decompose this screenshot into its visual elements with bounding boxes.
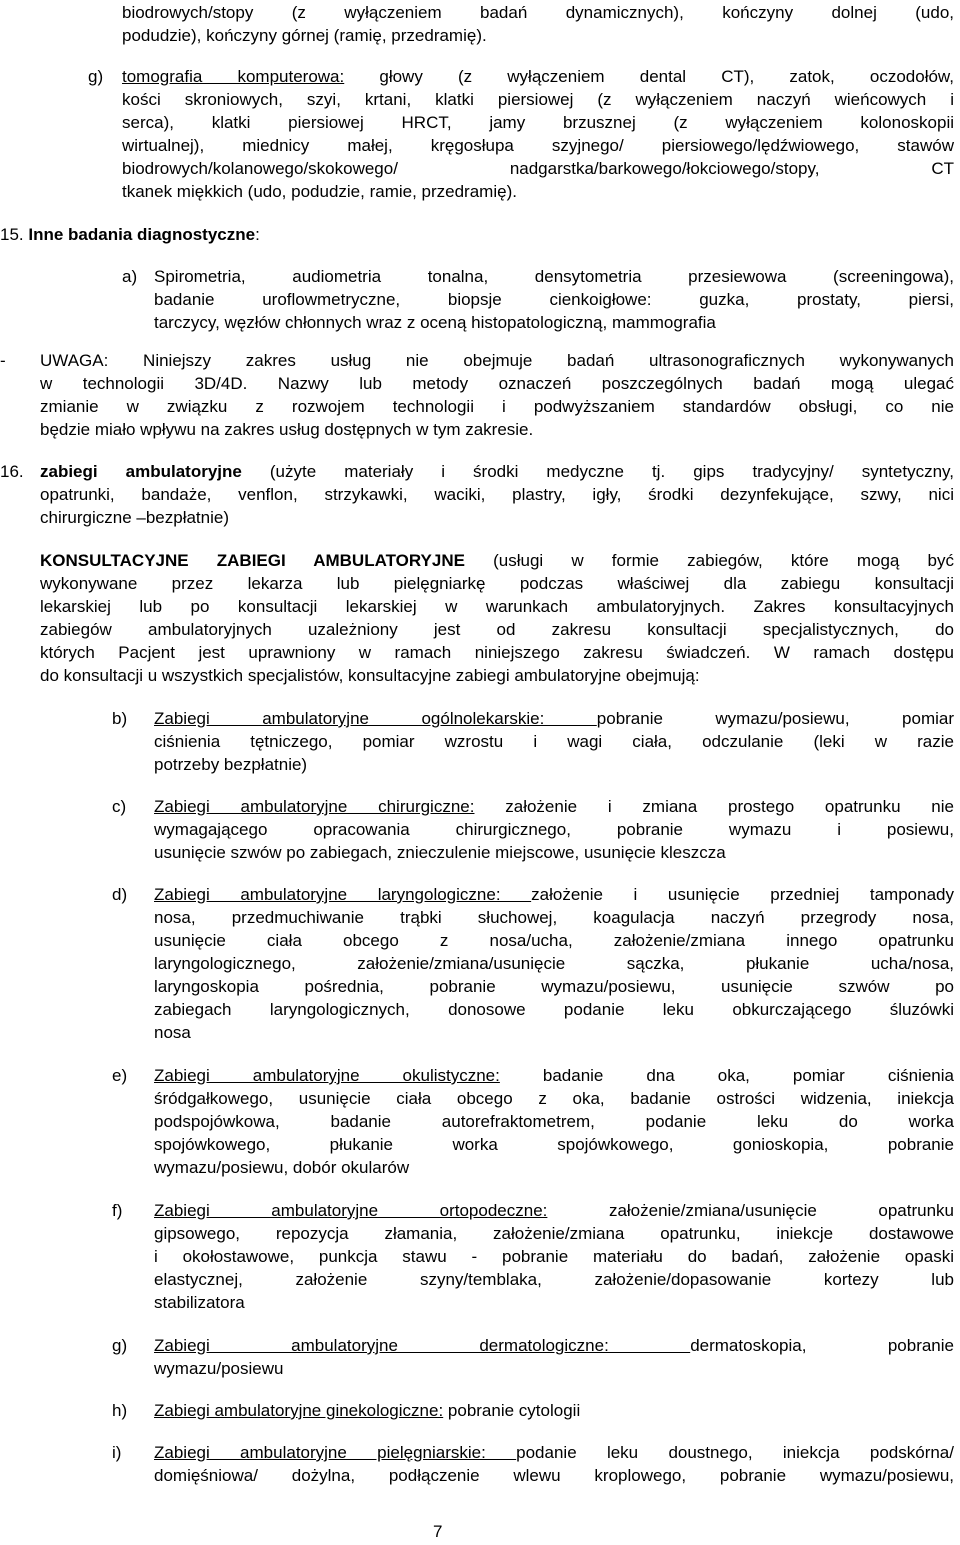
text-segment: biodrowych/stopy (z wyłączeniem badań dynamicznych), kończyny dolnej (udo, bbox=[122, 3, 954, 22]
text-segment: kości skroniowych, szyi, krtani, klatki piersiowej (z wyłączeniem naczyń wieńcowych i bbox=[122, 90, 954, 109]
text-line bbox=[112, 884, 127, 906]
text-segment: d) bbox=[112, 885, 128, 904]
text-line bbox=[40, 550, 954, 572]
bold-text: Inne badania diagnostyczne bbox=[28, 225, 256, 244]
text-line bbox=[40, 573, 954, 595]
text-segment: 16. bbox=[0, 462, 24, 481]
text-segment: badanie dna oka, pomiar ciśnienia bbox=[499, 1066, 954, 1085]
underlined-heading: Zabiegi ambulatoryjne okulistyczne: bbox=[154, 1066, 500, 1085]
text-line bbox=[154, 1088, 954, 1110]
text-segment: laryngologicznego, założenie/zmiana/usunięcie sączka, płukanie ucha/nosa, bbox=[154, 954, 954, 973]
text-line bbox=[154, 1065, 954, 1087]
text-line bbox=[122, 25, 487, 47]
text-segment: serca), klatki piersiowej HRCT, jamy brzusznej (z wyłączeniem kolonoskopii bbox=[122, 113, 954, 132]
text-line bbox=[122, 66, 954, 88]
text-segment: (usługi w formie zabiegów, które mogą być bbox=[464, 551, 954, 570]
text-line bbox=[0, 461, 24, 483]
text-segment: chirurgiczne –bezpłatnie) bbox=[40, 508, 229, 527]
text-segment: podspojówkowa, badanie autorefraktometrem, podanie leku do worka bbox=[154, 1112, 954, 1131]
text-line bbox=[112, 1335, 127, 1357]
underlined-heading: Zabiegi ambulatoryjne ortopodeczne: bbox=[154, 1201, 548, 1220]
text-segment: wirtualnej), miednicy małej, kręgosłupa szyjnego/ piersiowego/lędźwiowego, stawów bbox=[122, 136, 954, 155]
text-segment: h) bbox=[112, 1401, 128, 1420]
text-segment: i) bbox=[112, 1443, 122, 1462]
text-segment: ciśnienia tętniczego, pomiar wzrostu i wagi ciała, odczulanie (leki w razie bbox=[154, 732, 954, 751]
text-segment: g) bbox=[88, 67, 104, 86]
text-segment: g) bbox=[112, 1336, 128, 1355]
text-segment: podanie leku doustnego, iniekcja podskórna/ bbox=[516, 1443, 954, 1462]
text-segment: założenie/zmiana/usunięcie opatrunku bbox=[547, 1201, 954, 1220]
page-number: 7 bbox=[433, 1522, 443, 1541]
text-line bbox=[154, 754, 307, 776]
text-line bbox=[40, 507, 229, 529]
text-segment: spojówkowego, płukanie worka spojówkowego, gonioskopia, pobranie bbox=[154, 1135, 954, 1154]
text-segment: śródgałkowego, usunięcie ciała obcego z oka, badanie ostrości widzenia, iniekcja bbox=[154, 1089, 954, 1108]
text-segment: - bbox=[0, 351, 6, 370]
text-segment: zabiegów ambulatoryjnych uzależniony jest od zakresu konsultacji specjalistycznych, do bbox=[40, 620, 954, 639]
text-segment: założenie i zmiana prostego opatrunku nie bbox=[474, 797, 954, 816]
text-line bbox=[154, 1292, 245, 1314]
text-line bbox=[154, 819, 954, 841]
text-line bbox=[40, 596, 954, 618]
text-line bbox=[40, 484, 954, 506]
text-line bbox=[154, 289, 954, 311]
text-line bbox=[112, 796, 126, 818]
text-segment: usunięcie szwów po zabiegach, znieczulenie miejscowe, usunięcie kleszcza bbox=[154, 843, 726, 862]
text-line bbox=[40, 350, 954, 372]
text-line bbox=[40, 619, 954, 641]
text-segment: badanie uroflowmetryczne, biopsje cienkoigłowe: guzka, prostaty, piersi, bbox=[154, 290, 954, 309]
text-segment: podudzie), kończyny górnej (ramię, przedramię). bbox=[122, 26, 487, 45]
text-line bbox=[40, 642, 954, 664]
text-line bbox=[40, 461, 954, 483]
text-segment: wymazu/posiewu, dobór okularów bbox=[154, 1158, 410, 1177]
text-segment: elastycznej, założenie szyny/temblaka, założenie/dopasowanie kortezy lub bbox=[154, 1270, 954, 1289]
text-line bbox=[122, 135, 954, 157]
text-segment: : bbox=[255, 225, 260, 244]
text-line bbox=[154, 1246, 954, 1268]
text-segment: dermatoskopia, pobranie bbox=[690, 1336, 954, 1355]
text-segment: których Pacjent jest uprawniony w ramach niniejszego zakresu świadczeń. W ramach dostępu bbox=[40, 643, 954, 662]
text-line bbox=[154, 708, 954, 730]
text-line bbox=[112, 1065, 127, 1087]
text-line bbox=[0, 350, 6, 372]
text-line bbox=[122, 181, 517, 203]
text-line bbox=[40, 419, 533, 441]
underlined-heading: Zabiegi ambulatoryjne dermatologiczne: bbox=[154, 1336, 691, 1355]
text-segment: c) bbox=[112, 797, 127, 816]
text-segment: 15. bbox=[0, 225, 29, 244]
text-line bbox=[154, 1200, 954, 1222]
text-segment: głowy (z wyłączeniem dental CT), zatok, oczodołów, bbox=[344, 67, 954, 86]
text-line bbox=[122, 266, 137, 288]
text-line bbox=[122, 2, 954, 24]
text-segment: b) bbox=[112, 709, 128, 728]
text-line bbox=[154, 1111, 954, 1133]
text-segment: opatrunki, bandaże, venflon, strzykawki, waciki, plastry, igły, środki dezynfekujące, szwy, nici bbox=[40, 485, 954, 504]
text-line bbox=[112, 1400, 127, 1422]
text-line bbox=[40, 665, 700, 687]
text-line bbox=[40, 373, 954, 395]
bold-text: KONSULTACYJNE ZABIEGI AMBULATORYJNE bbox=[40, 551, 465, 570]
text-segment: w technologii 3D/4D. Nazwy lub metody oznaczeń poszczególnych badań mogą ulegać bbox=[40, 374, 954, 393]
underlined-heading: Zabiegi ambulatoryjne chirurgiczne: bbox=[154, 797, 475, 816]
text-line bbox=[154, 1269, 954, 1291]
text-segment: i okołostawowe, punkcja stawu - pobranie materiału do badań, założenie opaski bbox=[154, 1247, 954, 1266]
text-segment: domięśniowa/ dożylna, podłączenie wlewu kroplowego, pobranie wymazu/posiewu, bbox=[154, 1466, 954, 1485]
text-line bbox=[154, 1442, 954, 1464]
text-segment: wymagającego opracowania chirurgicznego, pobranie wymazu i posiewu, bbox=[154, 820, 954, 839]
text-line bbox=[154, 1358, 283, 1380]
underlined-heading: Zabiegi ambulatoryjne laryngologiczne: bbox=[154, 885, 532, 904]
text-line bbox=[122, 112, 954, 134]
text-line bbox=[154, 953, 954, 975]
underlined-heading: Zabiegi ambulatoryjne ginekologiczne: bbox=[154, 1401, 444, 1420]
bold-text: zabiegi ambulatoryjne bbox=[40, 462, 242, 481]
text-segment: tarczycy, węzłów chłonnych wraz z oceną histopatologiczną, mammografia bbox=[154, 313, 716, 332]
text-segment: lekarskiej lub po konsultacji lekarskiej w warunkach ambulatoryjnych. Zakres konsultacyjnych bbox=[40, 597, 954, 616]
text-line bbox=[154, 1335, 954, 1357]
text-segment: zmianie w związku z rozwojem technologii i podwyższaniem standardów obsługi, co nie bbox=[40, 397, 954, 416]
text-line bbox=[112, 708, 127, 730]
text-line bbox=[0, 224, 260, 246]
text-segment: UWAGA: Niniejszy zakres usług nie obejmuje badań ultrasonograficznych wykonywanych bbox=[40, 351, 954, 370]
text-line bbox=[154, 842, 726, 864]
text-line bbox=[40, 396, 954, 418]
text-line bbox=[122, 89, 954, 111]
text-segment: biodrowych/kolanowego/skokowego/ nadgarstka/barkowego/łokciowego/stopy, CT bbox=[122, 159, 954, 178]
text-line bbox=[112, 1442, 121, 1464]
text-line bbox=[154, 1465, 954, 1487]
text-line bbox=[154, 884, 954, 906]
text-segment: założenie i usunięcie przedniej tamponady bbox=[531, 885, 954, 904]
text-segment: tkanek miękkich (udo, podudzie, ramie, przedramię). bbox=[122, 182, 517, 201]
text-segment: usunięcie ciała obcego z nosa/ucha, założenie/zmiana innego opatrunku bbox=[154, 931, 954, 950]
text-line bbox=[154, 1223, 954, 1245]
text-line bbox=[154, 1400, 580, 1422]
text-segment: będzie miało wpływu na zakres usług dostępnych w tym zakresie. bbox=[40, 420, 534, 439]
underlined-heading: Zabiegi ambulatoryjne ogólnolekarskie: bbox=[154, 709, 597, 728]
text-line bbox=[154, 1157, 409, 1179]
text-line bbox=[154, 796, 954, 818]
text-segment: (użyte materiały i środki medyczne tj. gips tradycyjny/ syntetyczny, bbox=[241, 462, 954, 481]
text-line bbox=[88, 66, 103, 88]
text-line bbox=[154, 999, 954, 1021]
text-line bbox=[154, 312, 716, 334]
text-segment: gipsowego, repozycja złamania, założenie/zmiana opatrunku, iniekcje dostawowe bbox=[154, 1224, 954, 1243]
text-segment: potrzeby bezpłatnie) bbox=[154, 755, 308, 774]
text-line bbox=[122, 158, 954, 180]
text-segment: pobranie wymazu/posiewu, pomiar bbox=[596, 709, 954, 728]
text-line bbox=[154, 930, 954, 952]
text-segment: nosa bbox=[154, 1023, 191, 1042]
text-segment: wykonywane przez lekarza lub pielęgniarkę podczas właściwej dla zabiegu konsultacji bbox=[40, 574, 954, 593]
text-segment: a) bbox=[122, 267, 138, 286]
text-line bbox=[154, 1134, 954, 1156]
text-line bbox=[154, 266, 954, 288]
text-segment: nosa, przedmuchiwanie trąbki słuchowej, koagulacja naczyń przegrody nosa, bbox=[154, 908, 954, 927]
text-segment: e) bbox=[112, 1066, 128, 1085]
text-segment: do konsultacji u wszystkich specjalistów, konsultacyjne zabiegi ambulatoryjne obejmują: bbox=[40, 666, 700, 685]
text-segment: Spirometria, audiometria tonalna, densytometria przesiewowa (screeningowa), bbox=[154, 267, 954, 286]
text-line bbox=[154, 907, 954, 929]
text-segment: f) bbox=[112, 1201, 123, 1220]
underlined-heading: Zabiegi ambulatoryjne pielęgniarskie: bbox=[154, 1443, 517, 1462]
underlined-heading: tomografia komputerowa: bbox=[122, 67, 345, 86]
text-segment: zabiegach laryngologicznych, donosowe podanie leku obkurczającego śluzówki bbox=[154, 1000, 954, 1019]
text-segment: laryngoskopia pośrednia, pobranie wymazu/posiewu, usunięcie szwów po bbox=[154, 977, 954, 996]
text-line bbox=[112, 1200, 122, 1222]
text-line bbox=[154, 976, 954, 998]
text-line bbox=[154, 1022, 191, 1044]
text-segment: wymazu/posiewu bbox=[154, 1359, 284, 1378]
text-segment: pobranie cytologii bbox=[443, 1401, 581, 1420]
text-segment: stabilizatora bbox=[154, 1293, 245, 1312]
text-line bbox=[154, 731, 954, 753]
